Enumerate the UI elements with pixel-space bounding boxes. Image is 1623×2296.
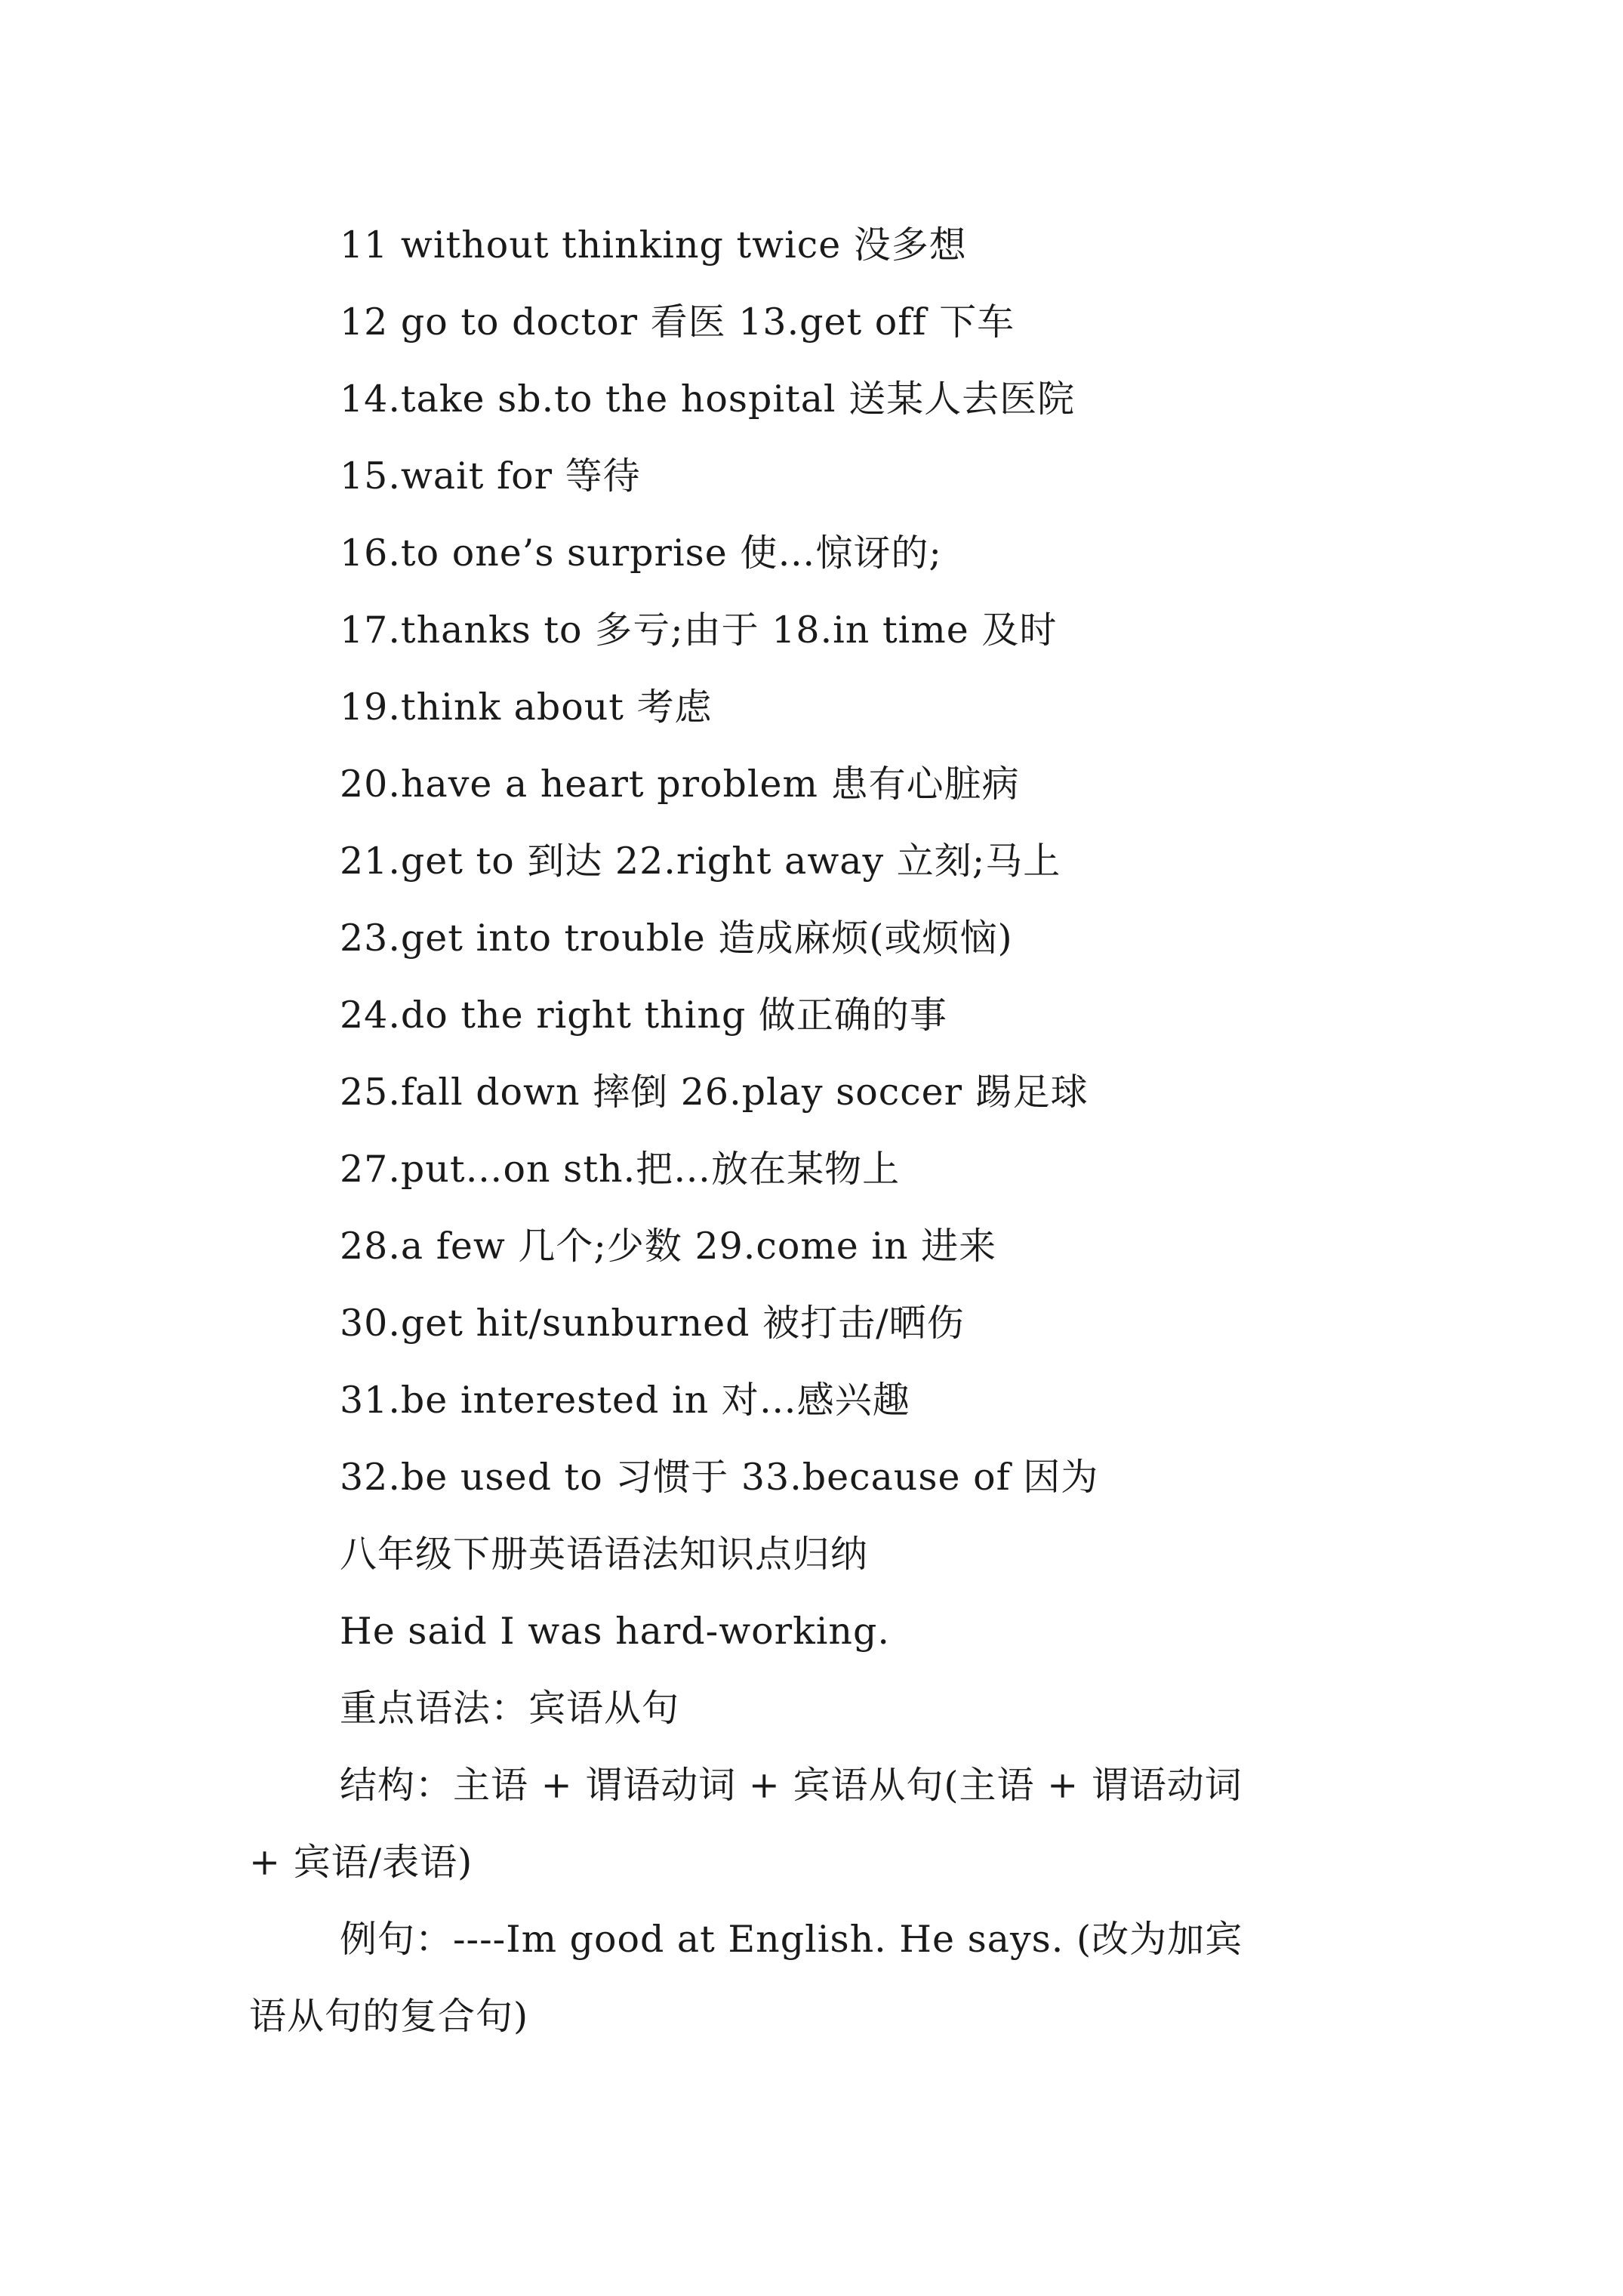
grammar-point: 重点语法：宾语从句: [340, 1687, 680, 1730]
text-line: 24.do the right thing 做正确的事: [340, 994, 947, 1037]
structure-line-continued: + 宾语/表语): [249, 1841, 473, 1884]
text-line: 15.wait for 等待: [340, 455, 641, 498]
example-line: 例句：----Im good at English. He says. (改为加宾: [340, 1918, 1243, 1961]
text-line: 25.fall down 摔倒 26.play soccer 踢足球: [340, 1071, 1089, 1114]
text-line: 32.be used to 习惯于 33.because of 因为: [340, 1456, 1099, 1499]
example-sentence: He said I was hard-working.: [340, 1610, 890, 1653]
section-heading: 八年级下册英语语法知识点归纳: [340, 1533, 869, 1576]
text-line: 21.get to 到达 22.right away 立刻;马上: [340, 840, 1061, 883]
text-line: 20.have a heart problem 患有心脏病: [340, 763, 1020, 806]
text-line: 27.put…on sth.把…放在某物上: [340, 1148, 901, 1191]
text-line: 14.take sb.to the hospital 送某人去医院: [340, 378, 1076, 421]
text-line: 17.thanks to 多亏;由于 18.in time 及时: [340, 609, 1058, 652]
text-line: 19.think about 考虑: [340, 686, 713, 729]
text-line: 12 go to doctor 看医 13.get off 下车: [340, 300, 1015, 344]
text-line: 16.to one’s surprise 使…惊讶的;: [340, 532, 942, 575]
text-line: 28.a few 几个;少数 29.come in 进来: [340, 1225, 997, 1268]
text-line: 11 without thinking twice 没多想: [340, 223, 967, 267]
structure-line: 结构：主语 + 谓语动词 + 宾语从句(主语 + 谓语动词: [340, 1764, 1243, 1807]
text-line: 30.get hit/sunburned 被打击/晒伤: [340, 1302, 965, 1345]
example-line-continued: 语从句的复合句): [249, 1995, 529, 2038]
text-line: 23.get into trouble 造成麻烦(或烦恼): [340, 917, 1013, 960]
text-line: 31.be interested in 对…感兴趣: [340, 1379, 910, 1422]
